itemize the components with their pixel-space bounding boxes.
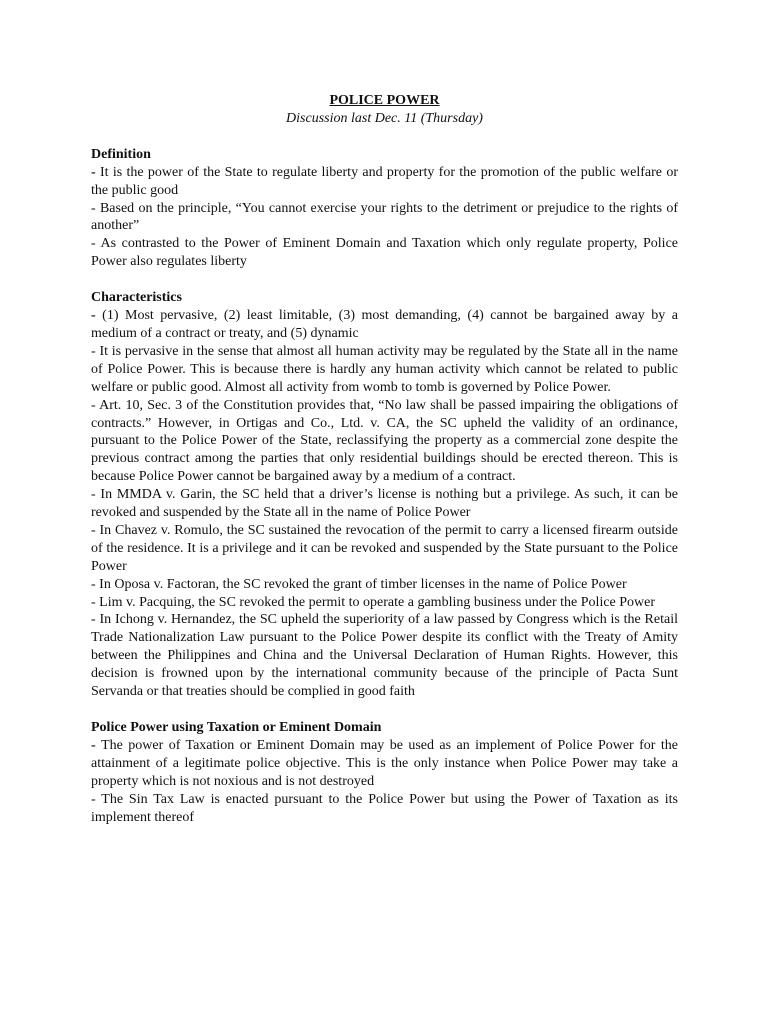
paragraph: - In MMDA v. Garin, the SC held that a driver’s license is nothing but a privilege. As such, it can be revoked and suspended by the State all in the name of Police Power — [91, 487, 678, 521]
paragraph: - In Chavez v. Romulo, the SC sustained the revocation of the permit to carry a licensed firearm outside of the residence. It is a privilege and it can be revoked and suspended by the State pursuant to the Police Power — [91, 522, 678, 574]
paragraph: - In Oposa v. Factoran, the SC revoked the grant of timber licenses in the name of Police Power — [91, 576, 627, 592]
document-title: POLICE POWER — [329, 93, 440, 108]
section-definition — [91, 146, 678, 271]
paragraph: - It is the power of the State to regulate liberty and property for the promotion of the public welfare or the public good — [91, 164, 678, 198]
paragraph: - (1) Most pervasive, (2) least limitable, (3) most demanding, (4) cannot be bargained away by a medium of a contract or treaty, and (5) dynamic — [91, 308, 678, 341]
paragraph: - Lim v. Pacquing, the SC revoked the permit to operate a gambling business under the Police Power — [91, 594, 656, 610]
section-heading: Characteristics — [91, 290, 182, 306]
paragraph: - As contrasted to the Power of Eminent Domain and Taxation which only regulate property, Police Power also regulates liberty — [91, 236, 678, 270]
section-characteristics — [91, 289, 678, 701]
document-subtitle: Discussion last Dec. 11 (Thursday) — [286, 110, 483, 126]
section-heading: Police Power using Taxation or Eminent Domain — [91, 720, 382, 735]
paragraph: - In Ichong v. Hernandez, the SC upheld the superiority of a law passed by Congress which is the Retail Trade Nationalization Law pursuant to the Police Power despite its conflict with the Treaty of Amity between the Philippines and China and the Universal Declaration of Human Rights. However, this decision is frowned upon by the international community because of the principle of Pacta Sunt Servanda or that treaties should be complied in good faith — [91, 612, 678, 700]
section-heading: Definition — [91, 146, 151, 162]
paragraph: - Based on the principle, “You cannot exercise your rights to the detriment or prejudice to the rights of another” — [91, 200, 678, 234]
paragraph: - The Sin Tax Law is enacted pursuant to the Police Power but using the Power of Taxation as its implement thereof — [91, 791, 678, 825]
section-taxation-eminent-domain — [91, 719, 678, 826]
document-body — [91, 92, 678, 844]
paragraph: - It is pervasive in the sense that almost all human activity may be regulated by the State all in the name of Police Power. This is because there is hardly any human activity which cannot be related to public welfare or public good. Almost all activity from womb to tomb is governed by Police Power. — [91, 343, 678, 395]
paragraph: - Art. 10, Sec. 3 of the Constitution provides that, “No law shall be passed impairing the obligations of contracts.” However, in Ortigas and Co., Ltd. v. CA, the SC upheld the validity of an ordinance, pursuant to the Police Power of the State, reclassifying the property as a commercial zone despite the previous contract among the parties that only residential buildings should be erected thereon. This is because Police Power cannot be bargained away by a medium of a contract. — [91, 397, 678, 485]
paragraph: - The power of Taxation or Eminent Domain may be used as an implement of Police Power for the attainment of a legitimate police objective. This is the only instance when Police Power may take a property which is not noxious and is not destroyed — [91, 737, 678, 789]
